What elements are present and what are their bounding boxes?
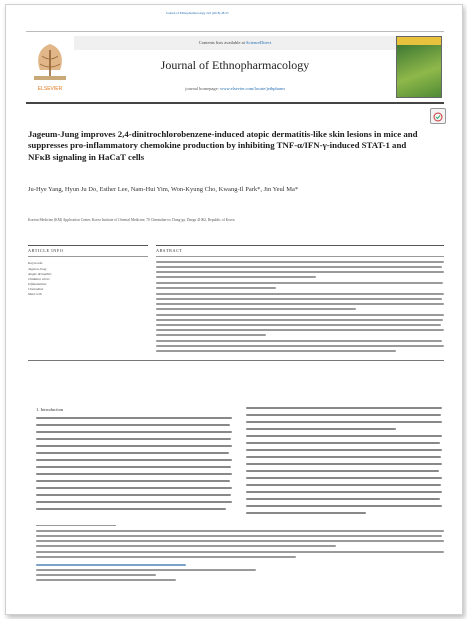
affiliation: Korean Medicine (KM) Application Center, Korea Institute of Oriental Medicine, 70 Cheomdan-ro, Dong-gu, Daegu 41062, Republic of Korea — [28, 218, 235, 222]
author-list: Ju-Hye Yang, Hyun Ju Do, Esther Lee, Nam-Hui Yim, Won-Kyung Cho, Kwang-Il Park*, Jin Yeul Ma* — [28, 186, 299, 193]
sciencedirect-link[interactable]: ScienceDirect — [246, 40, 272, 45]
paper-title: Jageum-Jung improves 2,4-dinitrochlorobenzene-induced atopic dermatitis-like skin lesions in mice and suppresses pro-inflammatory chemokine production by inhibiting TNF-α/IFN-γ-induced STAT-1 and NFκB signaling in HaCaT cells — [28, 129, 418, 162]
publisher-name: ELSEVIER — [37, 86, 63, 92]
journal-cover-image — [396, 36, 442, 98]
check-for-updates-icon[interactable] — [430, 108, 446, 124]
keyword: Atopic dermatitis — [28, 272, 52, 276]
homepage-label: journal homepage: — [185, 86, 219, 91]
top-citation: Journal of Ethnopharmacology 222 (2018) 48-55 — [166, 11, 229, 15]
journal-header — [26, 31, 444, 104]
journal-title: Journal of Ethnopharmacology — [160, 58, 310, 72]
introduction-heading: 1. Introduction — [36, 407, 64, 412]
contents-banner — [74, 36, 396, 50]
keywords-heading: Keywords: — [28, 261, 43, 265]
homepage-link[interactable]: www.elsevier.com/locate/jethpharm — [220, 86, 285, 91]
contents-text: Contents lists available at — [198, 40, 245, 45]
keyword: Jageum-Jung — [28, 267, 47, 271]
keyword: Chemokine — [28, 287, 44, 291]
article-info-label: ARTICLE INFO — [28, 248, 64, 253]
journal-homepage — [26, 86, 444, 91]
keyword: Inflammation — [28, 282, 47, 286]
keyword: Mast cells — [28, 292, 42, 296]
keyword: Oxidative stress — [28, 277, 50, 281]
abstract-label: ABSTRACT — [156, 248, 183, 253]
paper-page — [5, 4, 463, 615]
